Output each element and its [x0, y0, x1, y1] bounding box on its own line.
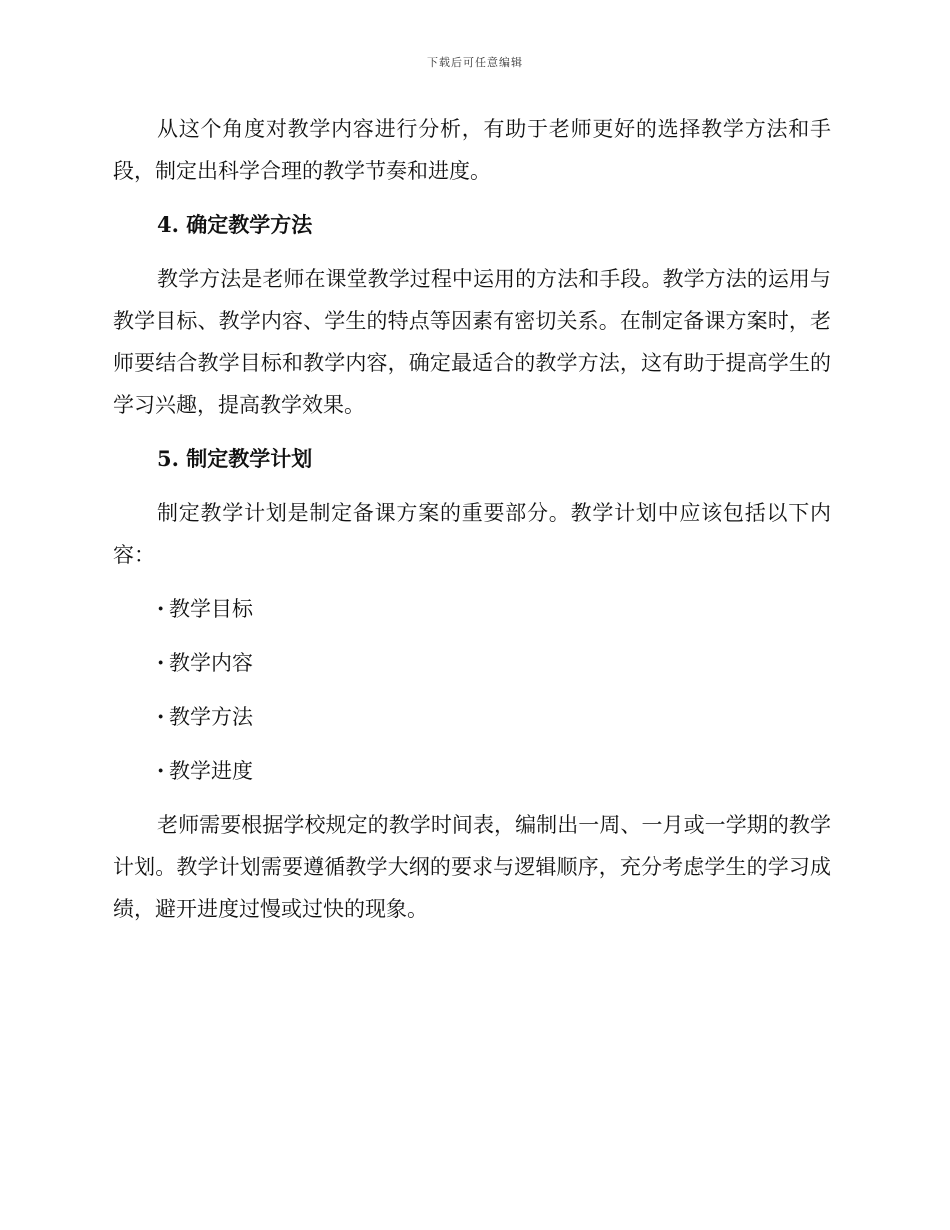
- list-item: [157, 696, 831, 738]
- document-body: [113, 108, 831, 942]
- bullet-icon: ·: [157, 704, 165, 729]
- list-item-text: 教学方法: [169, 705, 253, 729]
- section-heading-teaching-plan: 5. 制定教学计划: [157, 446, 313, 471]
- list-item-text: 教学目标: [169, 597, 253, 621]
- section-heading-teaching-method: 4. 确定教学方法: [157, 212, 313, 237]
- bullet-icon: ·: [157, 650, 165, 675]
- list-item: [157, 642, 831, 684]
- list-item-text: 教学进度: [169, 759, 253, 783]
- paragraph-analysis: 从这个角度对教学内容进行分析，有助于老师更好的选择教学方法和手段，制定出科学合理的教学节奏和进度。: [113, 117, 831, 183]
- page-header: 下载后可任意编辑: [427, 56, 523, 69]
- list-item: [157, 750, 831, 792]
- paragraph-teaching-plan: 制定教学计划是制定备课方案的重要部分。教学计划中应该包括以下内容：: [113, 501, 831, 567]
- paragraph-schedule: 老师需要根据学校规定的教学时间表，编制出一周、一月或一学期的教学计划。教学计划需要遵循教学大纲的要求与逻辑顺序，充分考虑学生的学习成绩，避开进度过慢或过快的现象。: [113, 813, 831, 921]
- bullet-icon: ·: [157, 596, 165, 621]
- list-item-text: 教学内容: [169, 651, 253, 675]
- plan-contents-list: [113, 588, 831, 792]
- list-item: [157, 588, 831, 630]
- paragraph-teaching-method: 教学方法是老师在课堂教学过程中运用的方法和手段。教学方法的运用与教学目标、教学内容、学生的特点等因素有密切关系。在制定备课方案时，老师要结合教学目标和教学内容，确定最适合的教学方法，这有助于提高学生的学习兴趣，提高教学效果。: [113, 267, 831, 417]
- bullet-icon: ·: [157, 758, 165, 783]
